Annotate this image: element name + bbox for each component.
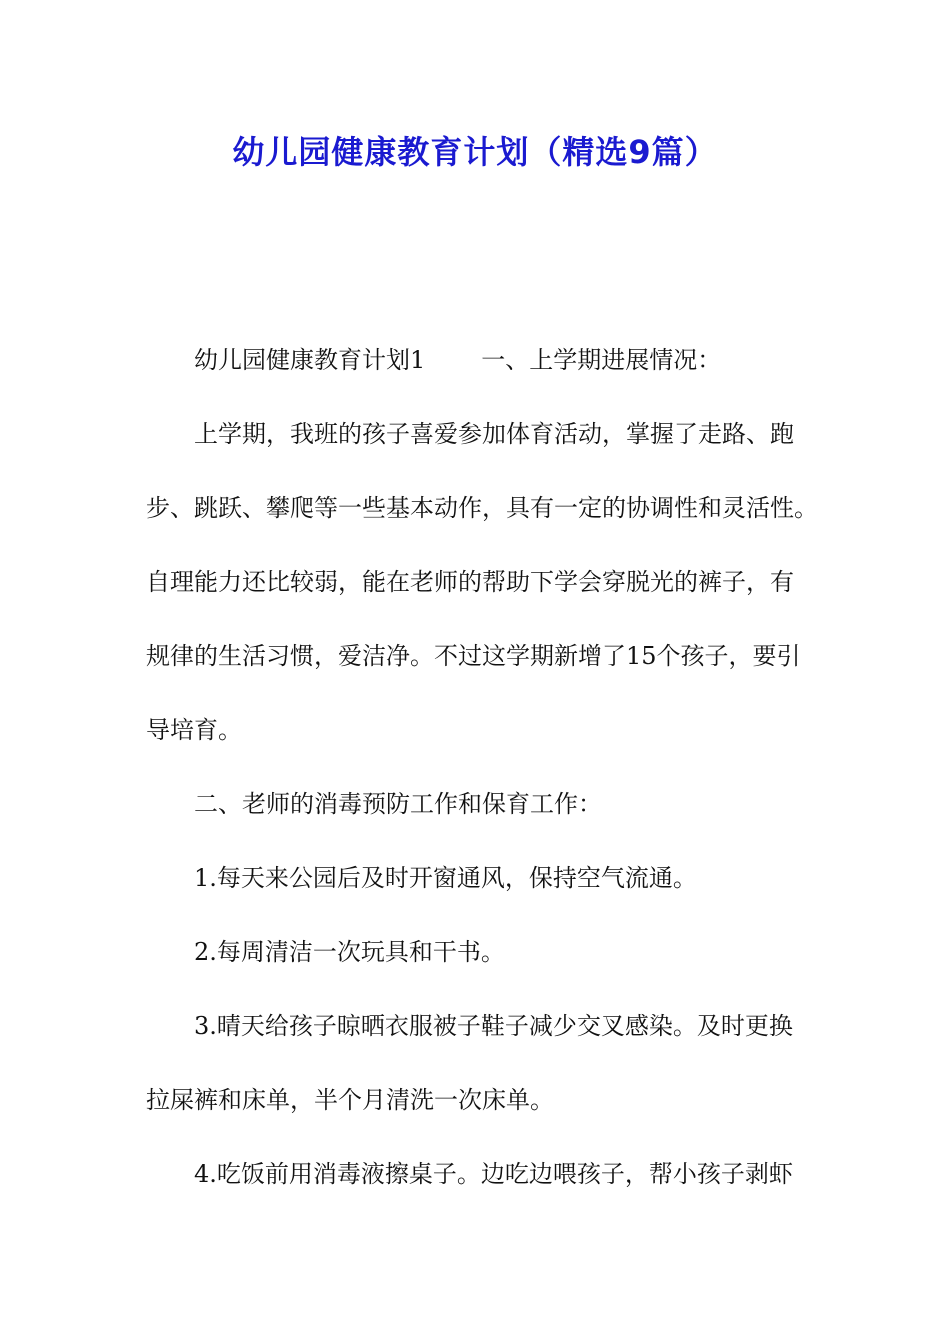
subsection-heading: 一、上学期进展情况： bbox=[481, 346, 722, 374]
paragraph-line: 3.晴天给孩子晾晒衣服被子鞋子减少交叉感染。及时更换 bbox=[194, 1012, 793, 1040]
document-title: 幼儿园健康教育计划（精选9篇） bbox=[232, 133, 718, 171]
section-heading: 幼儿园健康教育计划1 bbox=[194, 346, 426, 374]
paragraph-line: 上学期，我班的孩子喜爱参加体育活动，掌握了走路、跑 bbox=[194, 420, 794, 448]
paragraph-line bbox=[146, 323, 818, 397]
paragraph-line: 1.每天来公园后及时开窗通风，保持空气流通。 bbox=[194, 864, 697, 892]
paragraph-line: 4.吃饭前用消毒液擦桌子。边吃边喂孩子，帮小孩子剥虾 bbox=[194, 1160, 793, 1188]
paragraph-line: 二、老师的消毒预防工作和保育工作： bbox=[194, 790, 602, 818]
paragraph-line: 2.每周清洁一次玩具和干书。 bbox=[194, 938, 505, 966]
paragraph-line: 拉屎裤和床单，半个月清洗一次床单。 bbox=[146, 1086, 554, 1114]
paragraph-line: 规律的生活习惯，爱洁净。不过这学期新增了15个孩子，要引 bbox=[146, 642, 801, 670]
paragraph-line: 步、跳跃、攀爬等一些基本动作，具有一定的协调性和灵活性。 bbox=[146, 494, 818, 522]
paragraph-line: 自理能力还比较弱，能在老师的帮助下学会穿脱光的裤子，有 bbox=[146, 568, 794, 596]
paragraph-line: 导培育。 bbox=[146, 716, 242, 744]
document-body bbox=[146, 323, 818, 1211]
